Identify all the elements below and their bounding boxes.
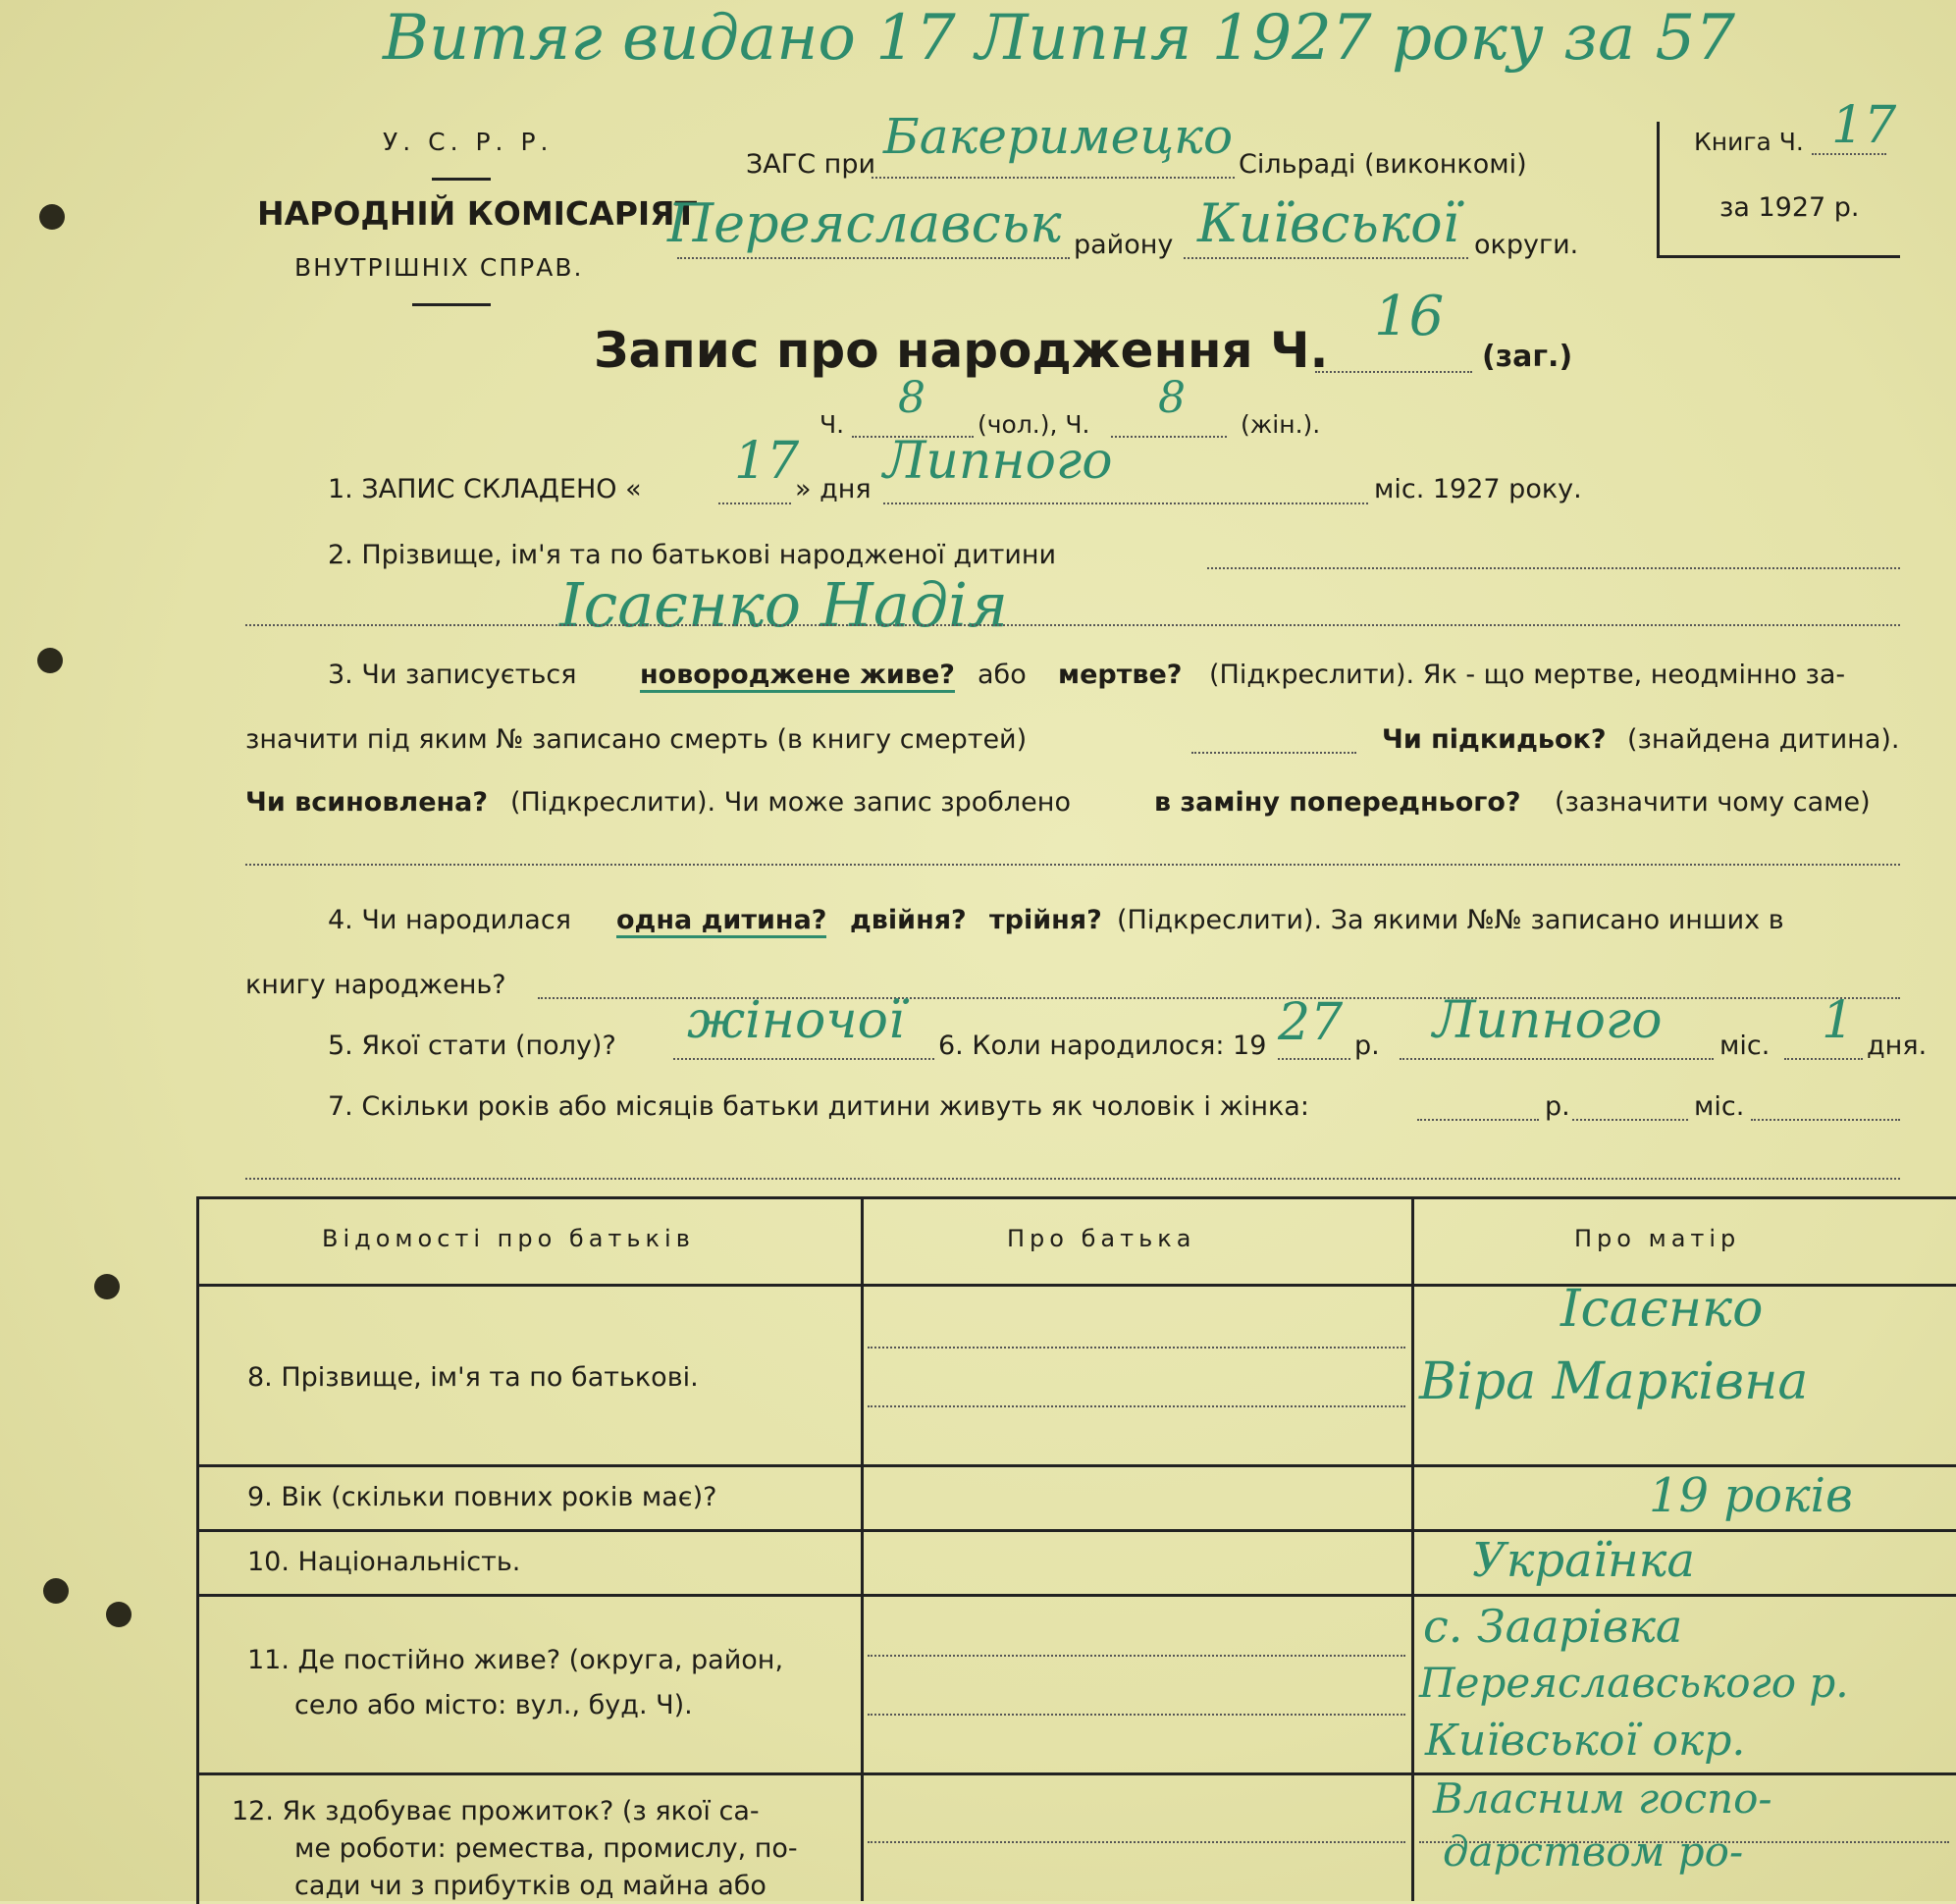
ministry-title: НАРОДНІЙ КОМІСАРІЯТ (257, 194, 698, 233)
cell-fill-line (868, 1405, 1405, 1407)
fill-line (883, 502, 1368, 504)
record-title: Запис про народження Ч. (594, 322, 1329, 379)
district-label: району (1074, 230, 1174, 260)
region-handwritten: Київської (1197, 192, 1459, 254)
item2-label: 2. Прізвище, ім'я та по батькові народженої дитини (328, 540, 1057, 570)
table-header-father: Про батька (1007, 1225, 1196, 1252)
item4-note: (Підкреслити). За якими №№ записано инших в (1117, 905, 1784, 935)
table-row-divider (196, 1594, 1956, 1597)
item3-adopted: Чи всиновлена? (245, 787, 489, 818)
table-col-divider (1411, 1196, 1414, 1901)
item1-day-handwritten: 17 (734, 432, 800, 491)
mother-address-line1-handwritten: с. Заарівка (1423, 1600, 1683, 1653)
item3-replacement-note: (зазначити чому саме) (1555, 787, 1871, 818)
binder-hole (43, 1578, 69, 1604)
male-count-label: (чол.), Ч. (978, 410, 1090, 439)
cell-fill-line (868, 1841, 1405, 1843)
fill-line (245, 624, 1900, 626)
binder-hole (37, 648, 63, 673)
mother-occupation-line1-handwritten: Власним госпо- (1433, 1774, 1772, 1823)
fill-line (1400, 1058, 1714, 1060)
item7-label: 7. Скільки років або місяців батьки дитини живуть як чоловік і жінка: (328, 1091, 1309, 1122)
birth-year-handwritten: 27 (1278, 993, 1344, 1052)
row11-label-line2: село або місто: вул., буд. Ч). (294, 1690, 693, 1720)
item3-foundling: Чи підкидьок? (1382, 724, 1607, 755)
mother-surname-handwritten: Ісаєнко (1560, 1280, 1764, 1339)
fill-line (1184, 257, 1468, 259)
ministry-subtitle: ВНУТРІШНІХ СПРАВ. (294, 253, 584, 282)
mother-age-handwritten: 19 років (1649, 1468, 1853, 1523)
item6-mis: міс. (1719, 1031, 1771, 1061)
handwritten-extract-note: Витяг видано 17 Липня 1927 року за 57 (383, 2, 1735, 75)
item3-note: (Підкреслити). Як - що мертве, неодмінно за- (1209, 660, 1846, 690)
cell-fill-line (868, 1655, 1405, 1657)
council-label: Сільраді (виконкомі) (1239, 149, 1527, 180)
fill-line (1207, 567, 1900, 569)
fill-line (1191, 752, 1356, 754)
fill-line (673, 1058, 934, 1060)
fill-line (1751, 1119, 1900, 1121)
fill-line (1417, 1119, 1539, 1121)
cell-fill-line (868, 1714, 1405, 1716)
item3-adopted-note: (Підкреслити). Чи може запис зроблено (510, 787, 1071, 818)
fill-line (1784, 1058, 1863, 1060)
fill-line (245, 864, 1900, 866)
item3-a: 3. Чи записується (328, 660, 577, 690)
village-handwritten: Бакеримецко (883, 108, 1234, 165)
item4-other-numbers-label: книгу народжень? (245, 970, 506, 1000)
fill-line (245, 1178, 1900, 1180)
item3-replacement: в заміну попереднього? (1154, 787, 1521, 818)
item7-mis: міс. (1694, 1091, 1745, 1122)
record-total-handwritten: 16 (1374, 285, 1445, 348)
item4-single-underlined: одна дитина? (616, 905, 826, 938)
zags-prefix: ЗАГС при (746, 149, 876, 180)
male-count-prefix: Ч. (819, 410, 845, 439)
fill-line (1812, 153, 1886, 155)
mother-address-line3-handwritten: Київської окр. (1425, 1716, 1746, 1766)
birth-day-handwritten: 1 (1822, 991, 1855, 1050)
fill-line (1315, 371, 1472, 373)
mother-occupation-line2-handwritten: дарством ро- (1443, 1827, 1744, 1876)
item3-alive-underlined: новороджене живе? (640, 660, 955, 693)
row12-label-line1: 12. Як здобуває прожиток? (з якої са- (232, 1796, 760, 1826)
cell-fill-line (868, 1347, 1405, 1349)
fill-line (677, 257, 1070, 259)
item1-month-handwritten: Липного (883, 432, 1113, 491)
item6-r: р. (1354, 1031, 1380, 1061)
book-label: Книга Ч. (1694, 128, 1804, 156)
table-header-parents: Відомості про батьків (322, 1225, 695, 1252)
row9-label: 9. Вік (скільки повних років має)? (247, 1482, 717, 1512)
region-label: округи. (1474, 230, 1579, 260)
book-year: за 1927 р. (1719, 192, 1860, 223)
row12-label-line3: сади чи з прибутків од майна або (294, 1871, 767, 1901)
birth-month-handwritten: Липного (1433, 991, 1663, 1050)
female-count-handwritten: 8 (1158, 373, 1186, 423)
book-number-handwritten: 17 (1831, 96, 1897, 155)
republic-label: У. С. Р. Р. (383, 128, 554, 156)
mother-nationality-handwritten: Українка (1472, 1533, 1695, 1588)
row11-label-line1: 11. Де постійно живе? (округа, район, (247, 1645, 784, 1675)
item3-or: або (978, 660, 1027, 690)
item4-a: 4. Чи народилася (328, 905, 571, 935)
fill-line (1572, 1119, 1688, 1121)
fill-line (1111, 436, 1227, 438)
table-header-mother: Про матір (1574, 1225, 1741, 1252)
divider (412, 303, 491, 306)
mother-address-line2-handwritten: Переяславського р. (1419, 1659, 1849, 1707)
child-name-handwritten: Ісаєнко Надія (559, 569, 1009, 641)
binder-hole (94, 1274, 120, 1299)
item7-r: р. (1545, 1091, 1570, 1122)
male-count-handwritten: 8 (898, 373, 925, 423)
sex-handwritten: жіночої (687, 991, 905, 1050)
row8-label: 8. Прізвище, ім'я та по батькові. (247, 1362, 699, 1393)
item3-death-number-label: значити під яким № записано смерть (в книгу смертей) (245, 724, 1028, 755)
binder-hole (106, 1602, 132, 1627)
mother-name-handwritten: Віра Марківна (1419, 1352, 1809, 1411)
table-row-divider (196, 1529, 1956, 1532)
item1-prefix: 1. ЗАПИС СКЛАДЕНО « (328, 474, 642, 504)
fill-line (872, 177, 1235, 179)
fill-line (1278, 1058, 1350, 1060)
item1-suffix: міс. 1927 року. (1374, 474, 1582, 504)
item1-mid: » дня (795, 474, 872, 504)
item3-foundling-note: (знайдена дитина). (1627, 724, 1900, 755)
table-row-divider (196, 1464, 1956, 1467)
record-total-suffix: (заг.) (1482, 340, 1573, 374)
item6-label: 6. Коли народилося: 19 (938, 1031, 1267, 1061)
district-handwritten: Переяславськ (667, 192, 1062, 254)
table-col-divider (861, 1196, 864, 1901)
divider (432, 178, 491, 181)
binder-hole (39, 204, 65, 230)
row12-label-line2: ме роботи: ремества, промислу, по- (294, 1833, 798, 1864)
item4-triplets: трійня? (989, 905, 1102, 935)
item3-dead: мертве? (1058, 660, 1183, 690)
female-count-label: (жін.). (1241, 410, 1321, 439)
row10-label: 10. Національність. (247, 1547, 521, 1577)
item6-dnia: дня. (1867, 1031, 1928, 1061)
item4-twins: двійня? (850, 905, 967, 935)
fill-line (718, 502, 791, 504)
item5-label: 5. Якої стати (полу)? (328, 1031, 616, 1061)
